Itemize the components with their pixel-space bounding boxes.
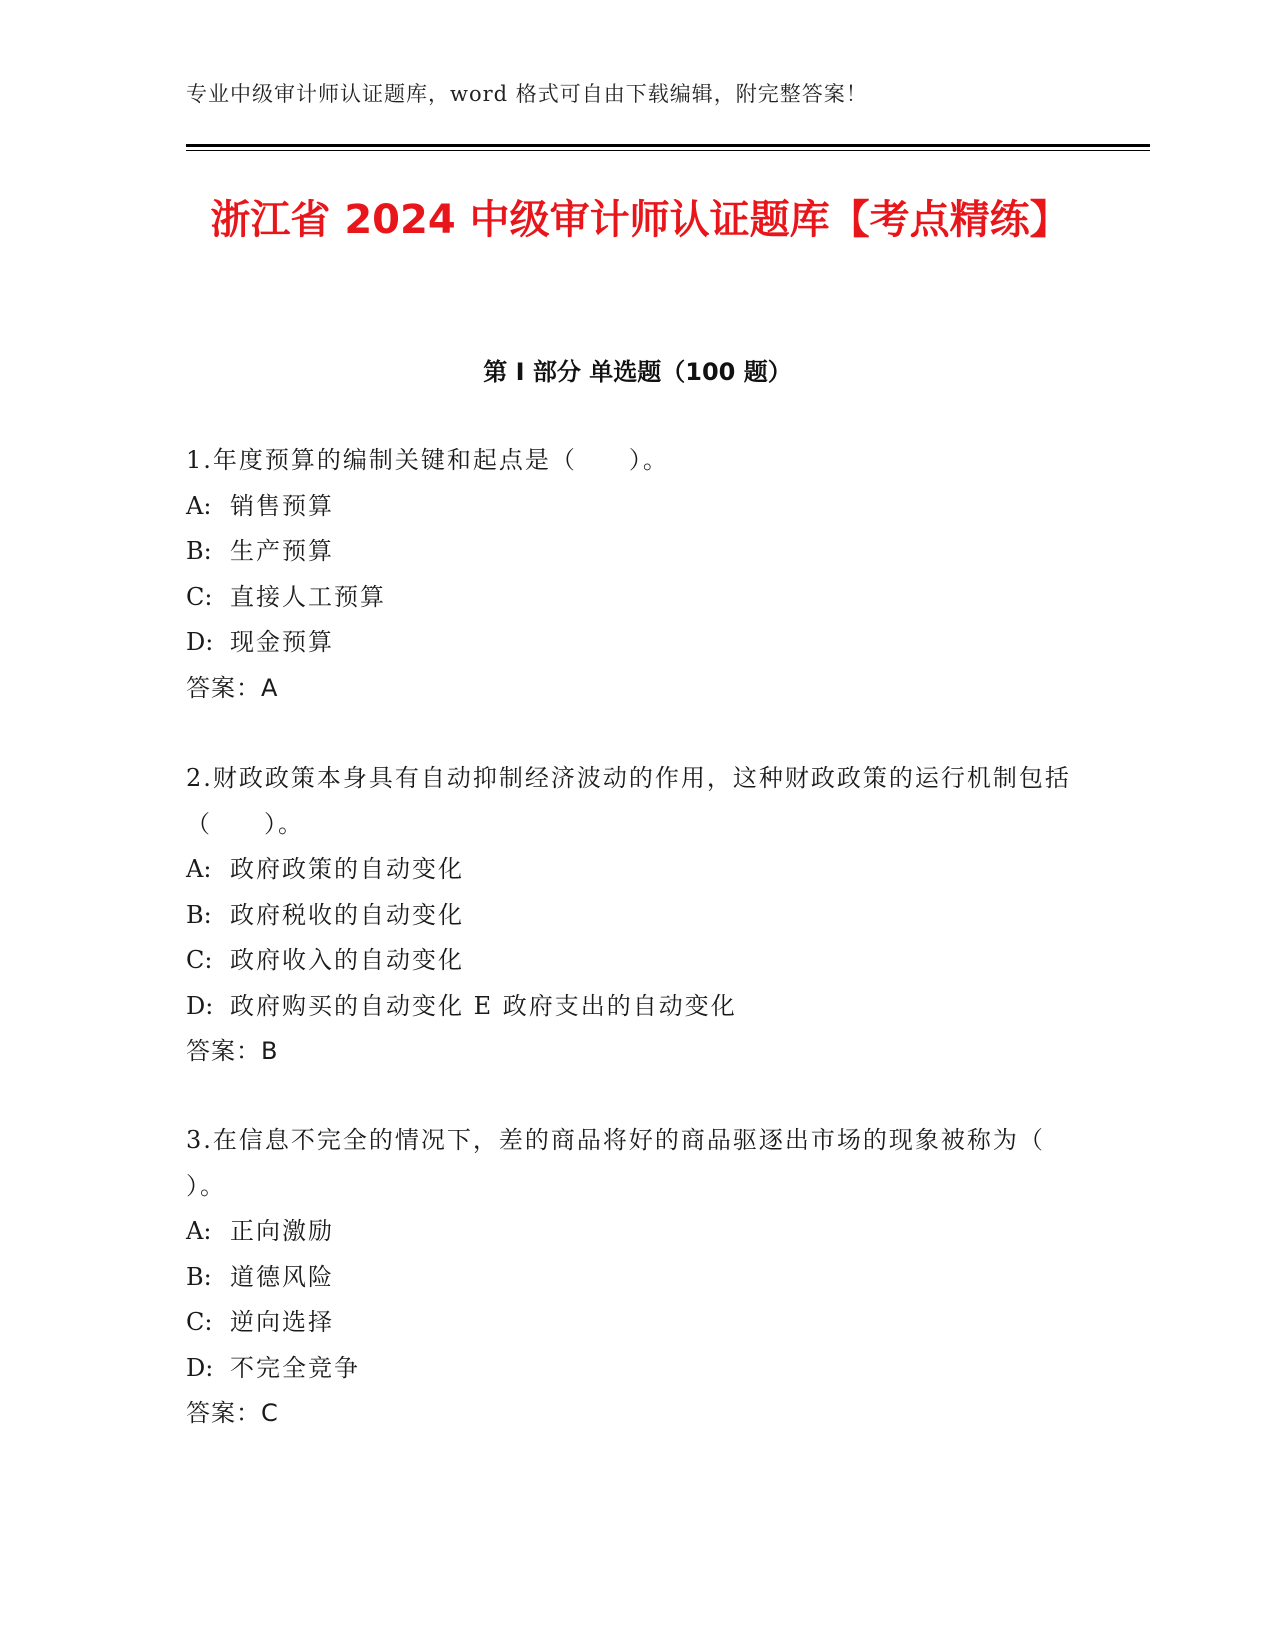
option-text: 逆向选择 [230,1308,334,1336]
question-2 [186,756,1076,1075]
header-divider-thick [186,144,1150,147]
header-divider-thin [186,150,1150,151]
option-key: B: [186,537,212,565]
option-d [186,1346,1076,1392]
question-stem: 1.年度预算的编制关键和起点是（ ）。 [186,446,669,474]
option-c [186,1300,1076,1346]
question-3 [186,1118,1076,1437]
option-key: D: [186,1353,214,1382]
answer: 答案：C [186,1399,279,1427]
option-key: B: [186,900,212,929]
option-key: B: [186,1262,212,1291]
option-c [186,938,1076,984]
option-b [186,1255,1076,1301]
option-text: 政府政策的自动变化 [230,855,464,883]
answer: 答案：A [186,673,279,702]
option-key: C: [186,582,213,611]
option-key: C: [186,1308,213,1336]
option-d [186,620,1076,666]
option-a [186,1209,1076,1255]
option-text: 销售预算 [230,491,334,520]
question-stem: 3.在信息不完全的情况下，差的商品将好的商品驱逐出市场的现象被称为（ ）。 [186,1126,1045,1200]
option-key: A: [186,1217,212,1245]
option-text: 不完全竞争 [230,1353,360,1382]
option-text: 正向激励 [230,1217,334,1245]
option-text: 政府收入的自动变化 [230,946,464,974]
option-c [186,575,1076,621]
header-note: 专业中级审计师认证题库，word 格式可自由下载编辑，附完整答案！ [186,82,868,106]
option-a [186,847,1076,893]
question-stem: 2.财政政策本身具有自动抑制经济波动的作用，这种财政政策的运行机制包括（ ）。 [186,764,1071,838]
option-key: C: [186,946,213,974]
option-b [186,893,1076,939]
option-text: 道德风险 [230,1262,334,1291]
option-text: 政府税收的自动变化 [230,900,464,929]
option-text: 现金预算 [230,628,334,656]
section-title: 第 I 部分 单选题（100 题） [483,358,792,386]
answer: 答案：B [186,1037,279,1065]
document-title: 浙江省 2024 中级审计师认证题库【考点精练】 [210,197,1070,243]
option-b [186,529,1076,575]
option-key: A: [186,491,212,520]
option-text: 政府购买的自动变化 E 政府支出的自动变化 [230,991,737,1020]
option-a [186,484,1076,530]
option-d [186,984,1076,1030]
option-key: D: [186,991,214,1020]
question-1 [186,438,1076,711]
option-text: 生产预算 [230,537,334,565]
option-key: A: [186,855,212,883]
option-key: D: [186,628,214,656]
option-text: 直接人工预算 [230,582,386,611]
